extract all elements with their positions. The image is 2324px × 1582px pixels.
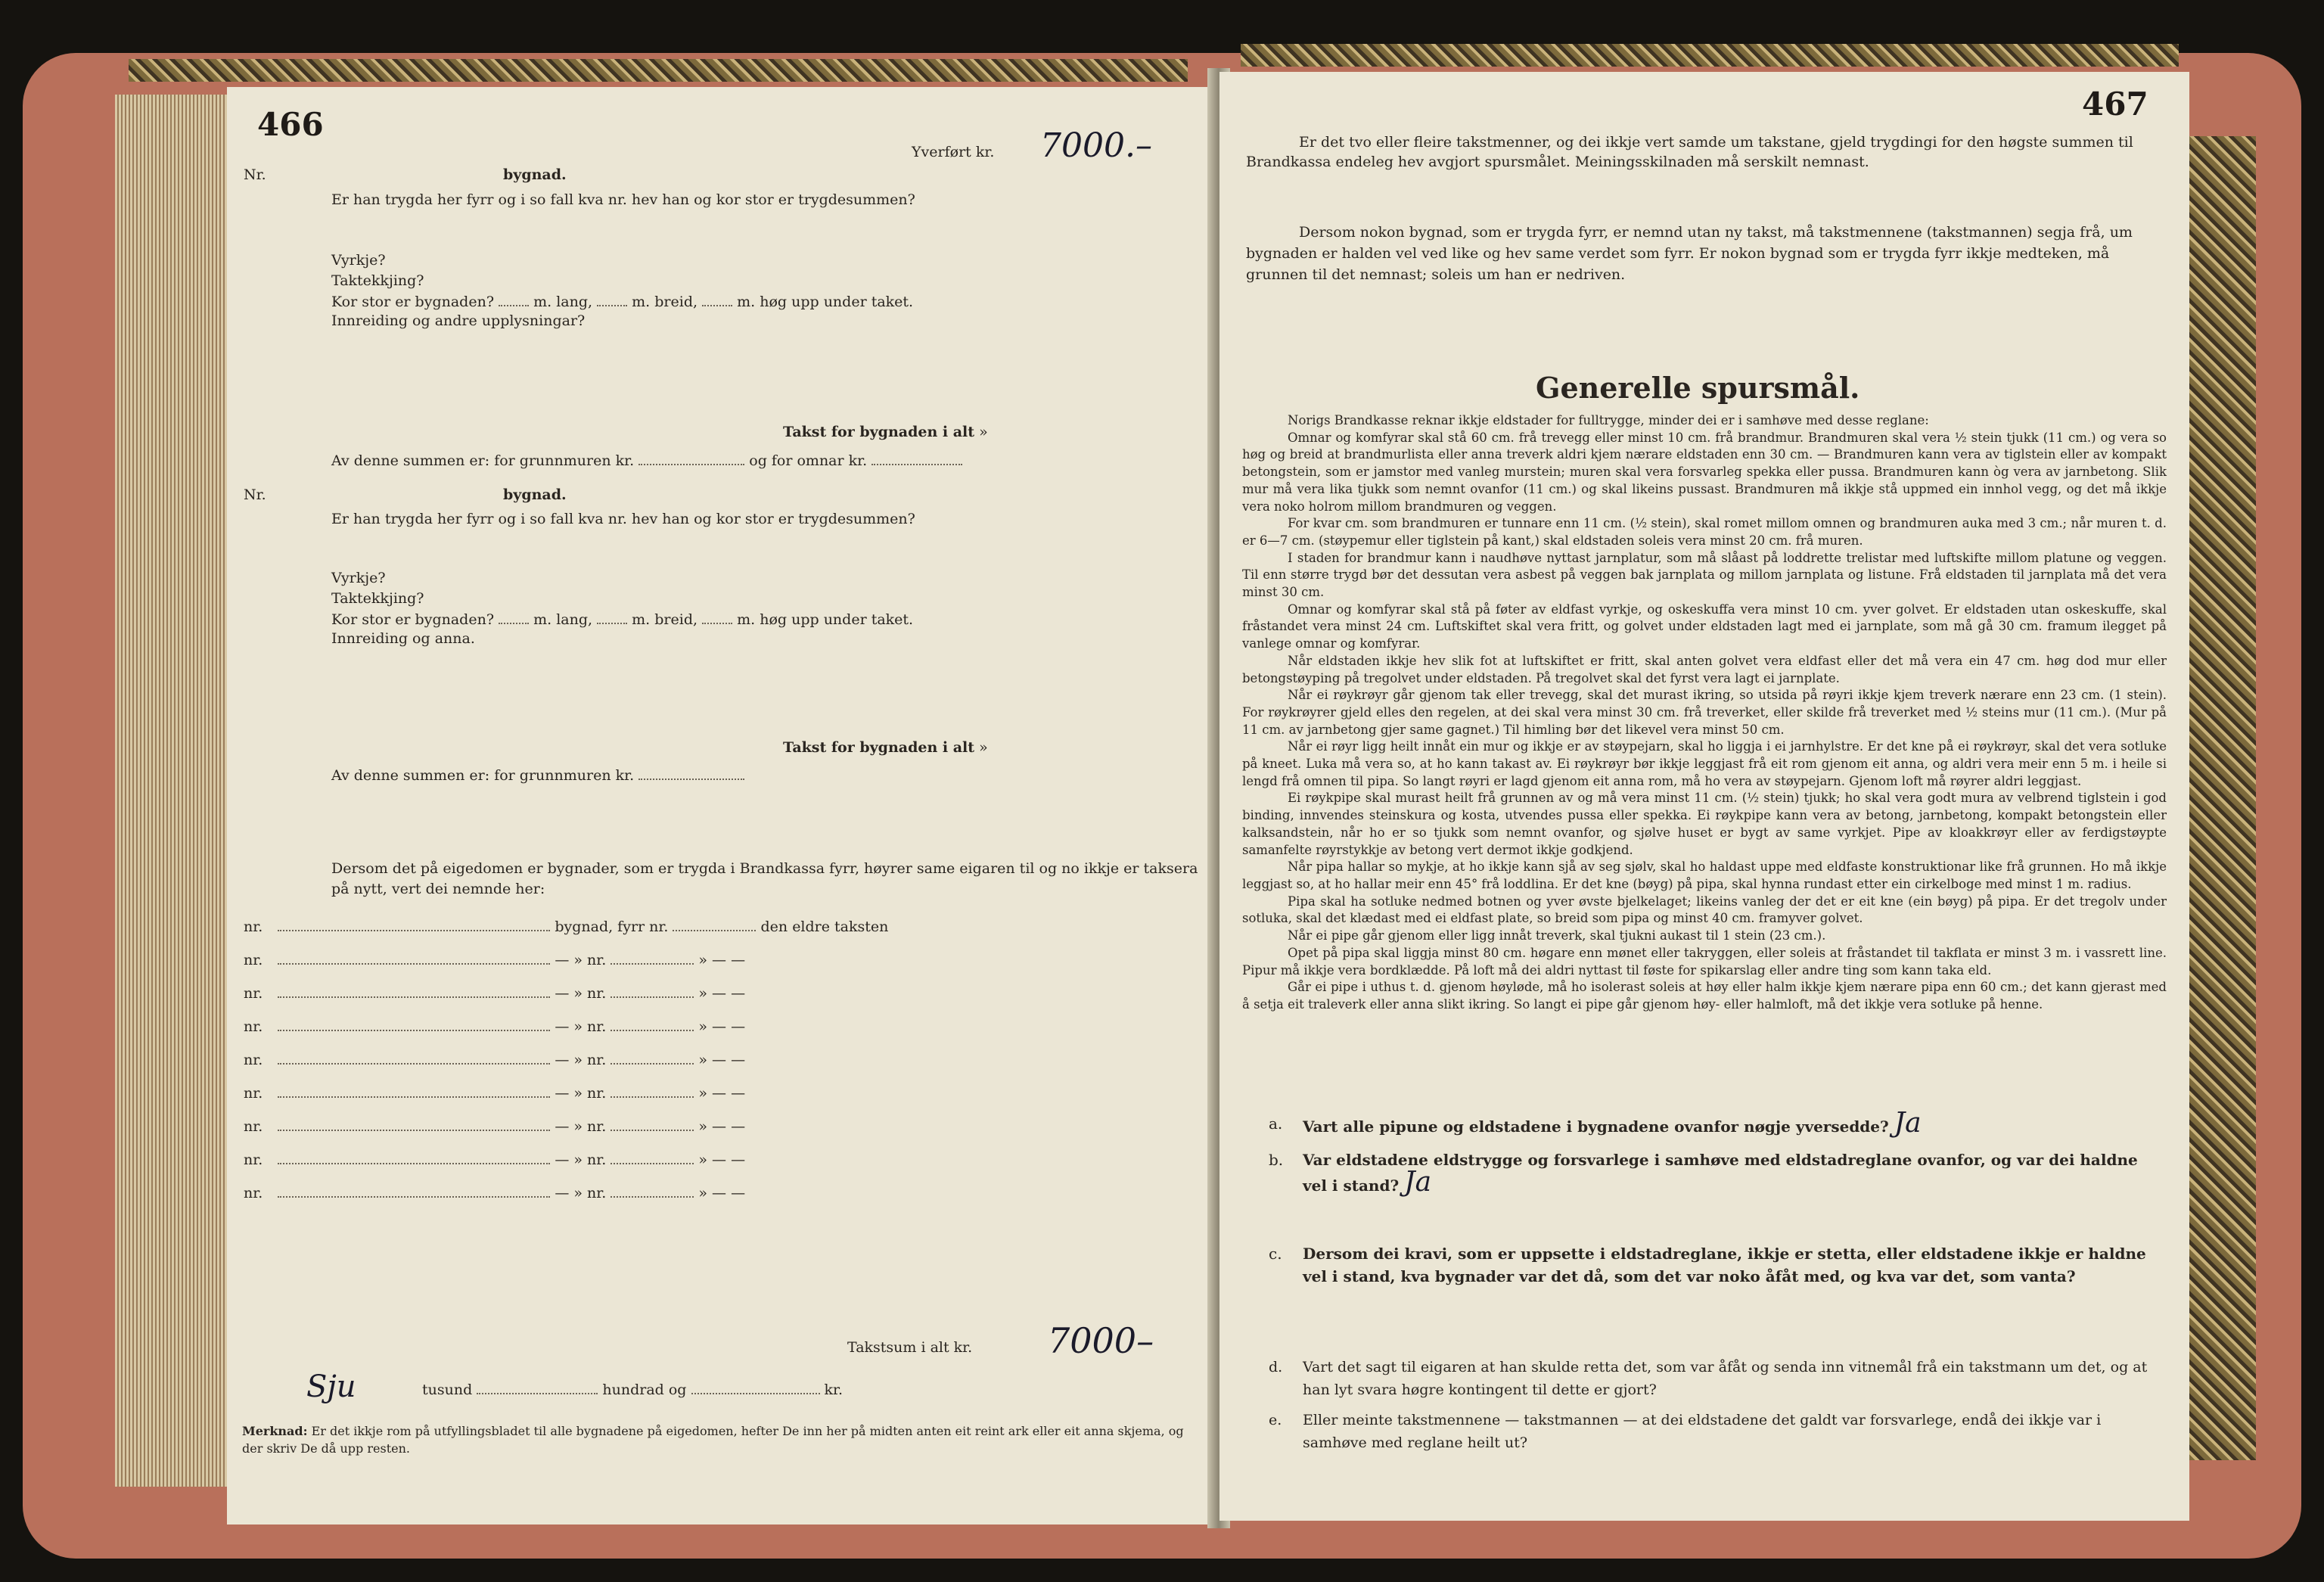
takstsum-value: 7000– — [1048, 1320, 1154, 1361]
nr-row: nr. — » nr. » — — — [244, 1118, 746, 1135]
rule-paragraph: For kvar cm. som brandmuren er tunnare enn 11 cm. (½ stein), skal romet millom omnen og brandmuren auka med 3 cm.; når muren t. d. er 6—7 cm. (støypemur eller tiglstein på kant,) skal eldstaden soleis vera minst 20 cm. frå muren. — [1242, 516, 2167, 548]
block1-summen: Av denne summen er: for grunnmuren kr. og for omnar kr. — [331, 452, 962, 469]
question-d: d. Vart det sagt til eigaren at han skulde retta det, som var åfåt og senda inn vitnemål frå ein takstmann um det, og at han lyt svara høgre kontingent til dette er gjort? — [1269, 1359, 2148, 1398]
rule-paragraph: Når eldstaden ikkje hev slik fot at luftskiftet er fritt, skal anten golvet vera eldfast eller det må vera ein 47 cm. høg dod mur eller betongstøyping på tregolvet under eldstaden. På tregolvet skal det fyrst vera lagt ei jarnplate. — [1242, 653, 2167, 685]
intro-paragraph-1: Er det tvo eller fleire takstmenner, og dei ikkje vert samde um takstane, gjeld trygdingi for den høgste summen til Brandkassa endeleg hev avgjort spursmålet. Meiningsskilnaden må serskilt nemnast. — [1246, 134, 2133, 170]
block2-question: Er han trygda her fyrr og i so fall kva nr. hev han og kor stor er trygdesummen? — [331, 511, 915, 527]
question-b: b. Var eldstadene eldstrygge og forsvarlege i samhøve med eldstadreglane ovanfor, og var dei haldne vel i stand? Ja — [1269, 1151, 2138, 1198]
nr-row-label: nr. — [244, 1152, 263, 1168]
yverfort-value: 7000.– — [1040, 126, 1152, 165]
rule-paragraph: I staden for brandmur kann i naudhøve nyttast jarnplatur, som må slåast på loddrette trelistar med luftskifte millom platune og veggen. Til enn større trygd bør det dessutan vera asbest på veggen bak jarnplata og millom jarnplata og listune. Frå eldstaden til jarnplata må det vera minst 30 cm. — [1242, 550, 2167, 600]
block1-vyrkje: Vyrkje? — [331, 252, 386, 269]
rule-paragraph: Når ei røyr ligg heilt innåt ein mur og ikkje er av støypejarn, skal ho liggja i ei jarnhylstre. Er det kne på ei røykrøyr, skal det vera sotluke på kneet. Luka må vera so, at ho kann takast av. Ei røykrøyr bør ikkje leggjast frå eit rom gjenom eit anna, og aldri vera meir enn 5 m. i heile si lengd frå omnen til pipa. So langt røyri er lagd gjenom eit anna rom, må ho vera av støypejarn. Gjenom loft må røyrer aldri leggjast. — [1242, 739, 2167, 788]
handwritten-answer: Ja — [1404, 1167, 1432, 1198]
tusund-handwritten: Sju — [306, 1369, 356, 1404]
right-page — [1219, 72, 2189, 1521]
rule-paragraph: Opet på pipa skal liggja minst 80 cm. høgare enn mønet eller takryggen, eller soleis at fråstandet til takflata er minst 3 m. i vassrett line. Pipur må ikkje vera bordklædde. På loft må dei aldri nyttast til føste for spikarslag eller andre ting som kann taka eld. — [1242, 945, 2167, 977]
nr-row: nr. bygnad, fyrr nr. den eldre taksten — [244, 918, 889, 935]
nr-row: nr. — » nr. » — — — [244, 952, 746, 968]
page-stack-edges — [115, 95, 228, 1487]
rule-paragraph: Omnar og komfyrar skal stå 60 cm. frå trevegg eller minst 10 cm. frå brandmur. Brandmuren skal vera ½ stein tjukk (11 cm.) og vera so høg og breid at brandmurlista eller anna treverk aldri kjem nærare eldstaden enn 30 cm. — Brandmuren kann vera av tiglstein eller av kompakt betongstein, som er jamstor med vanleg murstein; muren skal vera forsvarleg spekka eller pussa. Brandmuren kann òg vera av jarnbetong. Slik mur må vera lika tjukk som nemnt ovanfor (11 cm.) og skal likeins pussast. Brandmuren må ikkje stå uppmed ein innhol vegg, og det må ikkje vera noko holrom millom brandmuren og veggen. — [1242, 430, 2167, 514]
block1-question: Er han trygda her fyrr og i so fall kva nr. hev han og kor stor er trygdesummen? — [331, 191, 915, 208]
block2-summen: Av denne summen er: for grunnmuren kr. — [331, 766, 744, 784]
marbled-edge-top-left — [129, 59, 1188, 82]
marbled-edge-top-right — [1241, 44, 2179, 67]
question-c: c. Dersom dei kravi, som er uppsette i eldstadreglane, ikkje er stetta, eller eldstadene ikkje er haldne vel i stand, kva bygnader var det då, som det var noko åfåt med, og kva var det, som vanta? — [1269, 1245, 2146, 1285]
nr-row: nr. — » nr. » — — — [244, 985, 746, 1002]
rule-paragraph: Pipa skal ha sotluke nedmed botnen og yver øvste bjelkelaget; likeins vanleg der det er eit kne (ein bøyg) på pipa. Er det tregolv under sotluka, skal det klædast med ei eldfast plate, so breid som pipa og minst 40 cm. framyver golvet. — [1242, 894, 2167, 926]
block2-vyrkje: Vyrkje? — [331, 570, 386, 586]
tusund-line: tusund hundrad og kr. — [422, 1382, 844, 1398]
nr-row: nr. — » nr. » — — — [244, 1152, 746, 1168]
questions-list — [1269, 1108, 2165, 1454]
rule-paragraph: Ei røykpipe skal murast heilt frå grunnen av og må vera minst 11 cm. (½ stein) tjukk; ho skal vera godt mura av velbrend tiglstein i god binding, innvendes steinskura og kosta, utvendes pussa eller spekka. Ei røykpipe kann vera av betong, jarnbetong, kompakt betongstein eller kalksandstein, når ho er so tjukk som nemnt ovanfor, og sjølve huset er bygt av same vyrkjet. Pipe av kloakkrøyr eller av ferdigstøypte samanfelte røyrstykkje av betong vert dermot ikkje godkjend. — [1242, 791, 2167, 857]
merknad: Merknad: Er det ikkje rom på utfyllingsbladet til alle bygnadene på eigedomen, hefter De inn her på midten anten eit reint ark eller eit anna skjema, og der skriv De då upp resten. — [242, 1424, 1184, 1456]
block1-takst: Takst for bygnaden i alt » — [783, 424, 988, 440]
nr-row-label: nr. — [244, 1118, 263, 1135]
page-number-right: 467 — [2082, 85, 2148, 123]
rule-paragraph: Norigs Brandkasse reknar ikkje eldstader for fulltrygge, minder dei er i samhøve med desse reglane: — [1288, 413, 1929, 427]
question-a: a. Vart alle pipune og eldstadene i bygnadene ovanfor nøgje yversedde? Ja — [1269, 1108, 1922, 1139]
marbled-edge-right — [2188, 136, 2256, 1460]
fire-safety-rules — [1242, 412, 2167, 1014]
block2-size-label: Kor stor er bygnaden? m. lang, m. breid, m. høg upp under taket. — [331, 611, 914, 628]
rule-paragraph: Når ei røykrøyr går gjenom tak eller trevegg, skal det murast ikring, so utsida på røyri ikkje kjem treverk nærare enn 23 cm. (1 stein). For røykrøyrer gjeld elles den regelen, at dei skal vera minst 30 cm. frå treverket, eller skilde frå treverket med ½ steins mur (11 cm.). (Mur på 11 cm. av jarnbetong gjer same gagnet.) Til himling bør det likevel vera minst 50 cm. — [1242, 688, 2167, 737]
block2-nr: Nr. — [244, 486, 266, 503]
nr-row-label: nr. — [244, 985, 263, 1002]
nr-row-label: nr. — [244, 1052, 263, 1068]
handwritten-answer: Ja — [1894, 1108, 1922, 1139]
section-heading: Generelle spursmål. — [1536, 371, 1860, 405]
question-e: e. Eller meinte takstmennene — takstmannen — at dei eldstadene det galdt var forsvarlege, endå dei ikkje var i samhøve med reglane heilt ut? — [1269, 1412, 2102, 1451]
yverfort-label: Yverført kr. — [912, 144, 995, 160]
block2-takst: Takst for bygnaden i alt » — [783, 739, 988, 756]
block1-size-label: Kor stor er bygnaden? m. lang, m. breid, m. høg upp under taket. — [331, 294, 914, 310]
block1-innreiding: Innreiding og andre upplysningar? — [331, 312, 586, 329]
block2-bygnad: bygnad. — [503, 486, 567, 503]
block1-bygnad: bygnad. — [503, 166, 567, 183]
nr-row: nr. — » nr. » — — — [244, 1185, 746, 1201]
nr-row-label: nr. — [244, 952, 263, 968]
nr-row: nr. — » nr. » — — — [244, 1085, 746, 1102]
nr-row-label: nr. — [244, 918, 263, 935]
rule-paragraph: Når ei pipe går gjenom eller ligg innåt treverk, skal tjukni aukast til 1 stein (23 cm.). — [1288, 928, 1826, 943]
takstsum-label: Takstsum i alt kr. — [847, 1339, 973, 1356]
nr-row-label: nr. — [244, 1085, 263, 1102]
rule-paragraph: Går ei pipe i uthus t. d. gjenom høyløde, må ho isolerast soleis at høy eller halm ikkje kjem nærare pipa enn 60 cm.; det kann gjerast med å setja eit traleverk eller anna slikt ikring. So langt ei pipe går gjenom høy- eller halmloft, må det ikkje vera sotluke på henne. — [1242, 980, 2167, 1012]
rule-paragraph: Når pipa hallar so mykje, at ho ikkje kann sjå av seg sjølv, skal ho haldast uppe med eldfaste konstruktionar like frå grunnen. Ho må ikkje leggjast so, at ho hallar meir enn 45° frå loddlina. Er det kne (bøyg) på pipa, skal hynna rundast etter ein cirkelboge med minst 1 m. radius. — [1242, 859, 2167, 891]
page-number-left: 466 — [257, 106, 324, 143]
block1-nr: Nr. — [244, 166, 266, 183]
dersom-paragraph: Dersom det på eigedomen er bygnader, som er trygda i Brandkassa fyrr, høyrer same eigaren til og no ikkje er taksera på nytt, vert dei nemnde her: — [331, 860, 1198, 897]
nr-row: nr. — » nr. » — — — [244, 1052, 746, 1068]
block2-innreiding: Innreiding og anna. — [331, 630, 475, 647]
intro-paragraph-2: Dersom nokon bygnad, som er trygda fyrr, er nemnd utan ny takst, må takstmennene (takstmannen) segja frå, um bygnaden er halden vel ved like og hev same verdet som fyrr. Er nokon bygnad som er trygda fyrr ikkje medteken, må grunnen til det nemnast; soleis um han er nedriven. — [1246, 224, 2133, 283]
rule-paragraph: Omnar og komfyrar skal stå på føter av eldfast vyrkje, og oskeskuffa vera minst 10 cm. yver golvet. Er eldstaden utan oskeskuffe, skal fråstandet vera minst 24 cm. Luftskiftet skal vera fritt, og golvet under eldstaden lagt med ei jarnplate, som må gå 30 cm. framum ilegget på vanlege omnar og komfyrar. — [1242, 601, 2167, 651]
block2-taktekkjing: Taktekkjing? — [331, 590, 424, 607]
nr-row-label: nr. — [244, 1018, 263, 1035]
nr-row-label: nr. — [244, 1185, 263, 1201]
block1-taktekkjing: Taktekkjing? — [331, 272, 424, 289]
nr-row: nr. — » nr. » — — — [244, 1018, 746, 1035]
left-page — [227, 87, 1224, 1525]
